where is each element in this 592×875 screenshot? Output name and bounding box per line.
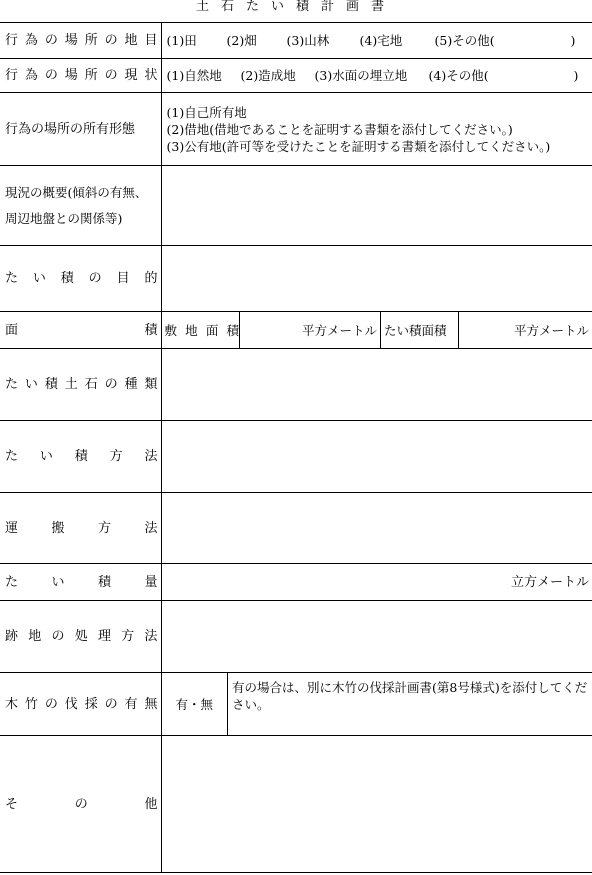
row-overview: [0, 166, 592, 246]
land-option-residential[interactable]: (4)宅地: [359, 33, 403, 48]
volume-label-cell: [0, 564, 161, 601]
site-treatment-label: 跡 地 の 処 理 方 法: [5, 629, 158, 644]
area-label-cell: [0, 312, 161, 349]
volume-input[interactable]: [161, 564, 592, 601]
trees-note: 有の場合は、別に木竹の伐採計画書(第8号様式)を添付してください。: [228, 673, 592, 735]
row-soil-type: [0, 349, 592, 421]
ownership-options: [161, 93, 592, 166]
area-values-cell: [161, 312, 592, 349]
trees-values-cell: [161, 673, 592, 736]
land-option-rice-field[interactable]: (1)田: [166, 33, 197, 48]
ownership-option-self[interactable]: (1)自己所有地: [166, 104, 247, 120]
state-option-other-close: ): [573, 68, 579, 83]
row-purpose: [0, 246, 592, 312]
row-ownership: [0, 93, 592, 166]
overview-label-line1: 現況の概要(傾斜の有無、: [5, 184, 148, 200]
transport-label: 運 搬 方 法: [5, 520, 158, 536]
trees-label-cell: [0, 673, 161, 736]
soil-type-label-cell: [0, 349, 161, 421]
state-option-other[interactable]: (4)その他(: [428, 68, 489, 83]
soil-type-input[interactable]: [161, 349, 592, 421]
row-method: [0, 421, 592, 493]
other-label: そ の 他: [5, 796, 158, 812]
purpose-input[interactable]: [161, 246, 592, 312]
method-label-cell: [0, 421, 161, 493]
transport-label-cell: [0, 493, 161, 564]
row-trees: [0, 673, 592, 736]
deposit-area-unit: 平方メートル: [513, 322, 589, 338]
current-state-options: [161, 59, 592, 93]
state-option-developed[interactable]: (2)造成地: [240, 68, 296, 83]
ownership-label: 行為の場所の所有形態: [5, 121, 136, 137]
land-category-label-cell: [0, 23, 161, 59]
row-area: [0, 312, 592, 349]
method-input[interactable]: [161, 421, 592, 493]
deposit-area-label: たい積面積: [381, 312, 459, 348]
row-land-category: [0, 23, 592, 59]
ownership-option-public[interactable]: (3)公有地(許可等を受けたことを証明する書類を添付してください。): [166, 138, 551, 154]
site-treatment-input[interactable]: [161, 601, 592, 673]
row-current-state: [0, 59, 592, 93]
other-input[interactable]: [161, 736, 592, 873]
land-category-options: [161, 23, 592, 59]
current-state-label-cell: [0, 59, 161, 93]
overview-label-line2: 周辺地盤との関係等): [5, 210, 123, 226]
site-area-input[interactable]: [240, 312, 381, 348]
area-label-left: 面: [5, 322, 19, 338]
method-label: た い 積 方 法: [5, 449, 158, 464]
site-area-label: [162, 312, 240, 348]
soil-type-label: た い 積 土 石 の 種 類: [5, 377, 158, 392]
trees-choice[interactable]: 有・無: [175, 696, 213, 712]
deposit-area-input[interactable]: [459, 312, 592, 348]
area-label-right: 積: [144, 322, 158, 338]
form-title: 土石たい積計画書: [195, 0, 396, 14]
plan-form-table: [0, 22, 592, 873]
volume-label: た い 積 量: [5, 574, 158, 590]
ownership-label-cell: [0, 93, 161, 166]
site-treatment-label-cell: [0, 601, 161, 673]
overview-label-cell: [0, 166, 161, 246]
row-other: [0, 736, 592, 873]
ownership-option-leased[interactable]: (2)借地(借地であることを証明する書類を添付してください。): [166, 121, 513, 137]
row-transport: [0, 493, 592, 564]
site-area-unit: 平方メートル: [301, 322, 377, 338]
purpose-label-cell: [0, 246, 161, 312]
trees-label: 木 竹 の 伐 採 の 有 無: [5, 696, 158, 712]
area-label: [5, 322, 158, 339]
area-inner-table: [162, 312, 592, 348]
state-option-natural[interactable]: (1)自然地: [166, 68, 222, 83]
site-area-label-text: 敷 地 面 積: [164, 322, 239, 338]
current-state-label: 行 為 の 場 所 の 現 状: [5, 68, 158, 83]
land-option-other-close: ): [570, 33, 576, 48]
land-option-forest[interactable]: (3)山林: [286, 33, 330, 48]
land-option-other[interactable]: (5)その他(: [434, 33, 495, 48]
purpose-label: た い 積 の 目 的: [5, 271, 158, 286]
state-option-reclaimed[interactable]: (3)水面の埋立地: [314, 68, 408, 83]
other-label-cell: [0, 736, 161, 873]
overview-input[interactable]: [161, 166, 592, 246]
row-site-treatment: [0, 601, 592, 673]
land-category-label: 行 為 の 場 所 の 地 目: [5, 33, 158, 48]
row-volume: [0, 564, 592, 601]
land-option-field[interactable]: (2)畑: [226, 33, 257, 48]
transport-input[interactable]: [161, 493, 592, 564]
volume-unit: 立方メートル: [510, 574, 589, 590]
trees-inner-table: [162, 673, 592, 735]
